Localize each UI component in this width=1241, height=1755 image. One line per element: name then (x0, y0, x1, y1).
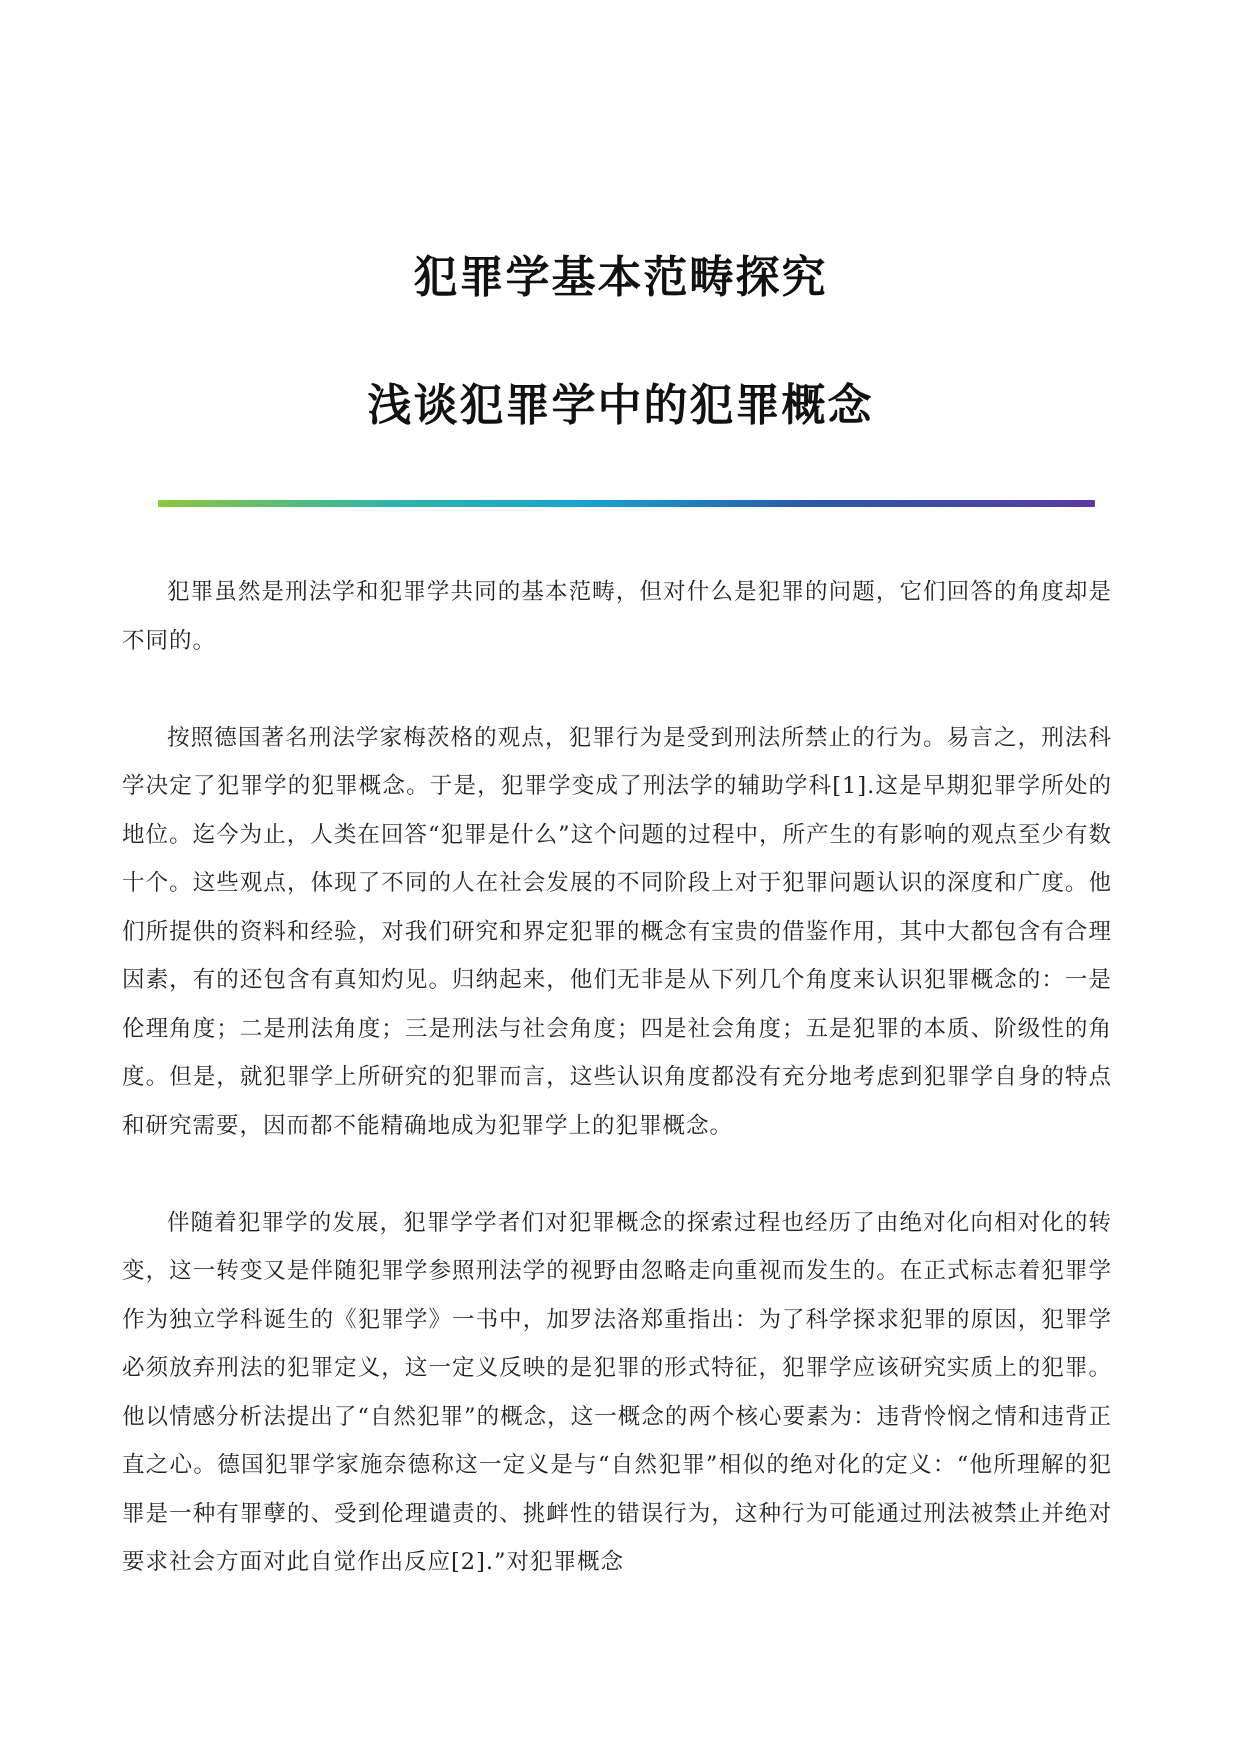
paragraph-1: 犯罪虽然是刑法学和犯罪学共同的基本范畴，但对什么是犯罪的问题，它们回答的角度却是不同的。 (122, 579, 1112, 654)
document-subtitle: 浅谈犯罪学中的犯罪概念 (367, 380, 874, 431)
paragraph-3: 伴随着犯罪学的发展，犯罪学学者们对犯罪概念的探索过程也经历了由绝对化向相对化的转变，这一转变又是伴随犯罪学参照刑法学的视野由忽略走向重视而发生的。在正式标志着犯罪学作为独立学科诞生的《犯罪学》一书中，加罗法洛郑重指出：为了科学探求犯罪的原因，犯罪学必须放弃刑法的犯罪定义，这一定义反映的是犯罪的形式特征，犯罪学应该研究实质上的犯罪。他以情感分析法提出了“自然犯罪”的概念，这一概念的两个核心要素为：违背怜悯之情和违背正直之心。德国犯罪学家施奈德称这一定义是与“自然犯罪”相似的绝对化的定义：“他所理解的犯罪是一种有罪孽的、受到伦理谴责的、挑衅性的错误行为，这种行为可能通过刑法被禁止并绝对要求社会方面对此自觉作出反应[2].”对犯罪概念 (122, 1209, 1112, 1575)
paragraph-2: 按照德国著名刑法学家梅茨格的观点，犯罪行为是受到刑法所禁止的行为。易言之，刑法科学决定了犯罪学的犯罪概念。于是，犯罪学变成了刑法学的辅助学科[1].这是早期犯罪学所处的地位。迄今为止，人类在回答“犯罪是什么”这个问题的过程中，所产生的有影响的观点至少有数十个。这些观点，体现了不同的人在社会发展的不同阶段上对于犯罪问题认识的深度和广度。他们所提供的资料和经验，对我们研究和界定犯罪的概念有宝贵的借鉴作用，其中大都包含有合理因素，有的还包含有真知灼见。归纳起来，他们无非是从下列几个角度来认识犯罪概念的：一是伦理角度；二是刑法角度；三是刑法与社会角度；四是社会角度；五是犯罪的本质、阶级性的角度。但是，就犯罪学上所研究的犯罪而言，这些认识角度都没有充分地考虑到犯罪学自身的特点和研究需要，因而都不能精确地成为犯罪学上的犯罪概念。 (122, 724, 1112, 1139)
document-body (122, 568, 1112, 1635)
gradient-divider (158, 500, 1095, 507)
document-title: 犯罪学基本范畴探究 (413, 252, 828, 303)
